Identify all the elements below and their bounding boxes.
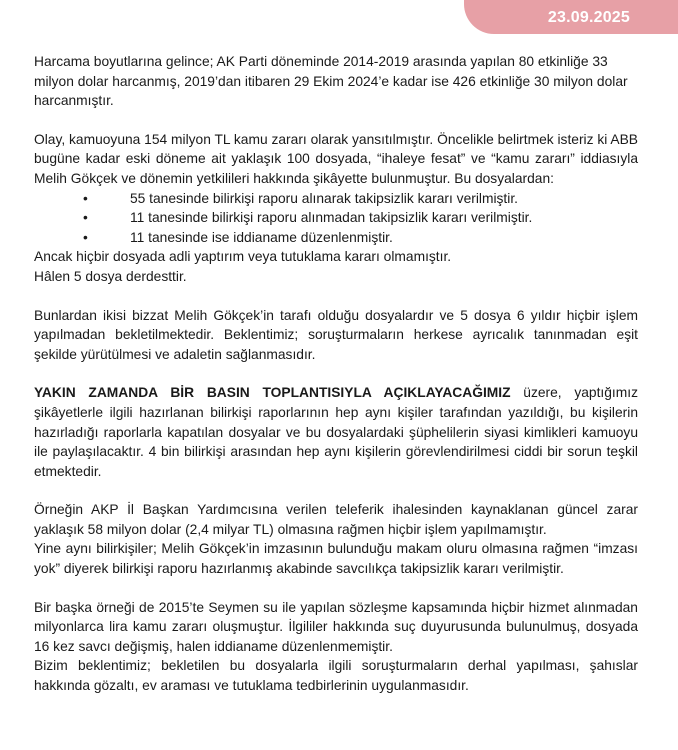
- paragraph-no-sanction: Ancak hiçbir dosyada adli yaptırım veya tutuklama kararı olmamıştır.: [34, 249, 452, 265]
- paragraph-cable-car-example: Örneğin AKP İl Başkan Yardımcısına verilen teleferik ihalesinden kaynaklanan güncel zarar yaklaşık 58 milyon dolar (2,4 milyar TL) olmasına rağmen hiçbir işlem yapılmamıştır.: [34, 502, 638, 537]
- document-body: [34, 52, 638, 696]
- list-item: • 11 tanesinde bilirkişi raporu alınmadan takipsizlik kararı verilmiştir.: [34, 208, 638, 228]
- press-announcement-text: üzere, yaptığımız şikâyetlerle ilgili hazırlanan bilirkişi raporlarının hep aynı kişiler tarafından yazıldığı, bu kişilerin hazırladığı raporlarla kapatılan dosyalar ve bu dosyalardaki şüphelilerin siyasi kimlikleri kamuoyu ile paylaşılacaktır. 4 bin bilirkişi arasından hep aynı kişilerin görevlendirilmesi ciddi bir sorun teşkil etmektedir.: [34, 385, 638, 479]
- paragraph-pending-files: Hâlen 5 dosya derdesttir.: [34, 268, 187, 284]
- press-announcement-heading: YAKIN ZAMANDA BİR BASIN TOPLANTISIYLA AÇIKLAYACAĞIMIZ: [34, 385, 511, 401]
- paragraph-expectation: Bunlardan ikisi bizzat Melih Gökçek’in tarafı olduğu dosyalardır ve 5 dosya 6 yıldır hiçbir işlem yapılmadan bekletilmektedir. Beklentimiz; soruşturmaların herkese ayrıcalık tanınmadan eşit şekilde yürütülmesi ve adaletin sağlanmasıdır.: [34, 307, 638, 362]
- file-status-list: [34, 189, 638, 248]
- document-date: 23.09.2025: [547, 9, 630, 26]
- paragraph-seymen-example: Bir başka örneği de 2015’te Seymen su ile yapılan sözleşme kapsamında hiçbir hizmet alınmadan milyonlarca lira kamu zararı oluşmuştur. İlgililer hakkında suç duyurusunda bulunulmuş, dosyada 16 kez savcı değişmiş, halen iddianame düzenlenmemiştir.: [34, 599, 638, 654]
- date-header-tab: [464, 0, 678, 34]
- paragraph-press-announcement: [34, 383, 638, 481]
- paragraph-experts-signature: Yine aynı bilirkişiler; Melih Gökçek’in imzasının bulunduğu makam oluru olmasına rağmen “imzası yok” diyerek bilirkişi raporu hazırlanmış akabinde savcılıkça takipsizlik kararı verilmiştir.: [34, 541, 638, 577]
- paragraph-final-expectation: Bizim beklentimiz; bekletilen bu dosyalarla ilgili soruşturmaların derhal yapılması, şahıslar hakkında gözaltı, ev araması ve tutuklama tedbirlerinin uygulanmasıdır.: [34, 658, 638, 694]
- paragraph-spending: Harcama boyutlarına gelince; AK Parti döneminde 2014-2019 arasında yapılan 80 etkinliğe 33 milyon dolar harcanmış, 2019’dan itibaren 29 Ekim 2024’e kadar ise 426 etkinliğe 30 milyon dolar harcanmıştır.: [34, 54, 628, 109]
- list-item: • 11 tanesinde ise iddianame düzenlenmiştir.: [34, 228, 638, 248]
- paragraph-public-loss: Olay, kamuoyuna 154 milyon TL kamu zararı olarak yansıtılmıştır. Öncelikle belirtmek isteriz ki ABB bugüne kadar eski döneme ait yaklaşık 100 dosyada, “ihaleye fesat” ve “kamu zararı” iddiasıyla Melih Gökçek ve dönemin yetkilileri hakkında şikâyette bulunmuştur. Bu dosyalardan:: [34, 131, 638, 186]
- list-item: • 55 tanesinde bilirkişi raporu alınarak takipsizlik kararı verilmiştir.: [34, 189, 638, 209]
